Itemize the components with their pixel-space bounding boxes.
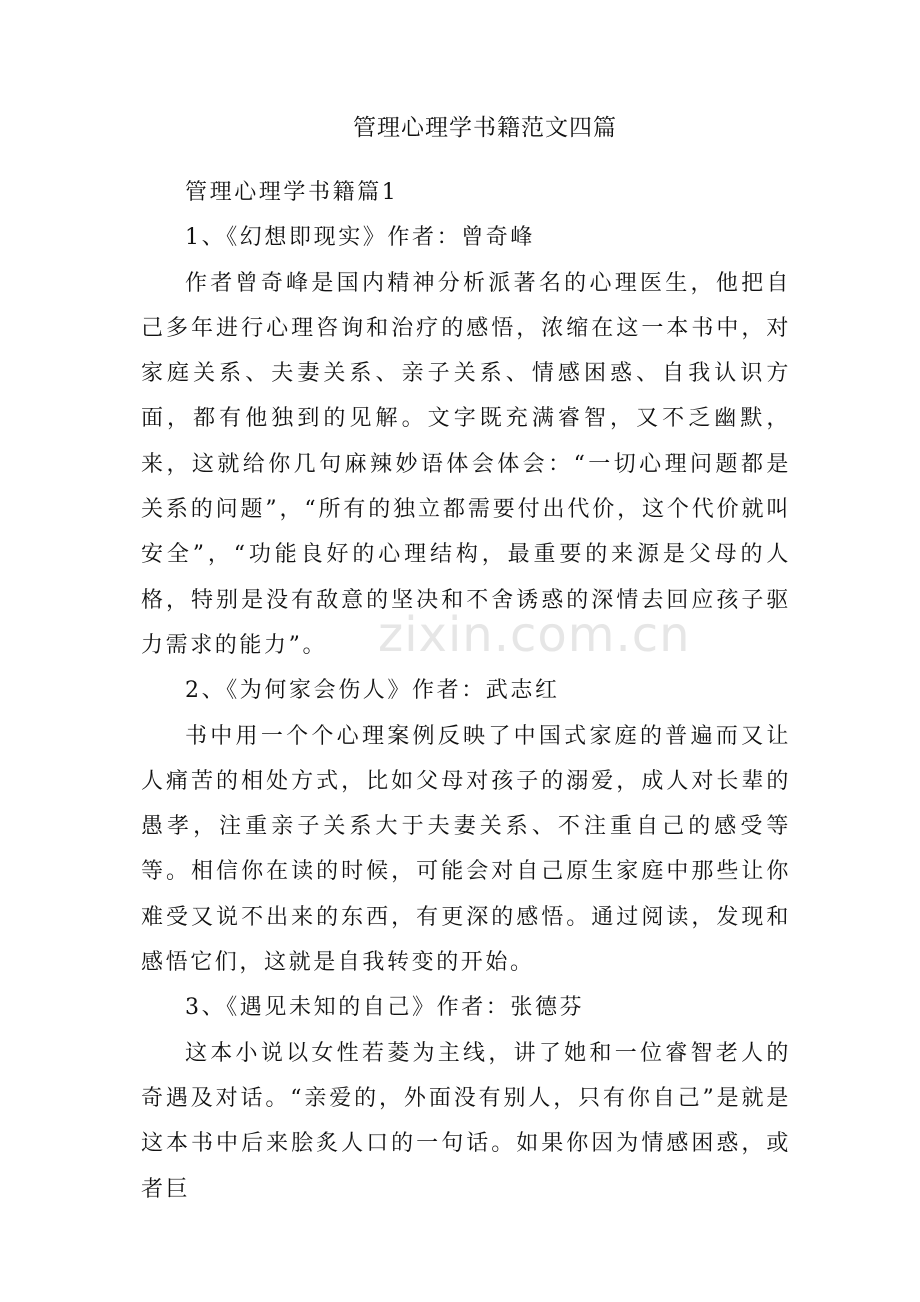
book-description-3: 这本小说以女性若菱为主线，讲了她和一位睿智老人的奇遇及对话。“亲爱的，外面没有别人，只有你自己”是就是这本书中后来脍炙人口的一句话。如果你因为情感困惑，或者巨	[141, 1040, 791, 1202]
document-body	[141, 170, 791, 1212]
book-description-1: 作者曾奇峰是国内精神分析派著名的心理医生，他把自己多年进行心理咨询和治疗的感悟，浓缩在这一本书中，对家庭关系、夫妻关系、亲子关系、情感困惑、自我认识方面，都有他独到的见解。文字既充满睿智，又不乏幽默，来，这就给你几句麻辣妙语体会体会：“一切心理问题都是关系的问题”，“所有的独立都需要付出代价，这个代价就叫安全”，“功能良好的心理结构，最重要的来源是父母的人格，特别是没有敌意的坚决和不舍诱惑的深情去回应孩子驱力需求的能力”。	[141, 270, 791, 658]
book-heading-1: 1、《幻想即现实》作者：曾奇峰	[185, 225, 535, 251]
section-heading: 管理心理学书籍篇1	[185, 180, 399, 205]
book-heading-3: 3、《遇见未知的自己》作者：张德芬	[185, 995, 585, 1021]
book-description-2: 书中用一个个心理案例反映了中国式家庭的普遍而又让人痛苦的相处方式，比如父母对孩子的溺爱，成人对长辈的愚孝，注重亲子关系大于夫妻关系、不注重自己的感受等等。相信你在读的时候，可能会对自己原生家庭中那些让你难受又说不出来的东西，有更深的感悟。通过阅读，发现和感悟它们，这就是自我转变的开始。	[141, 723, 791, 976]
document-title: 管理心理学书籍范文四篇	[353, 115, 617, 141]
watermark: zixin.com.cn	[378, 607, 691, 663]
book-heading-2: 2、《为何家会伤人》作者：武志红	[185, 678, 560, 704]
